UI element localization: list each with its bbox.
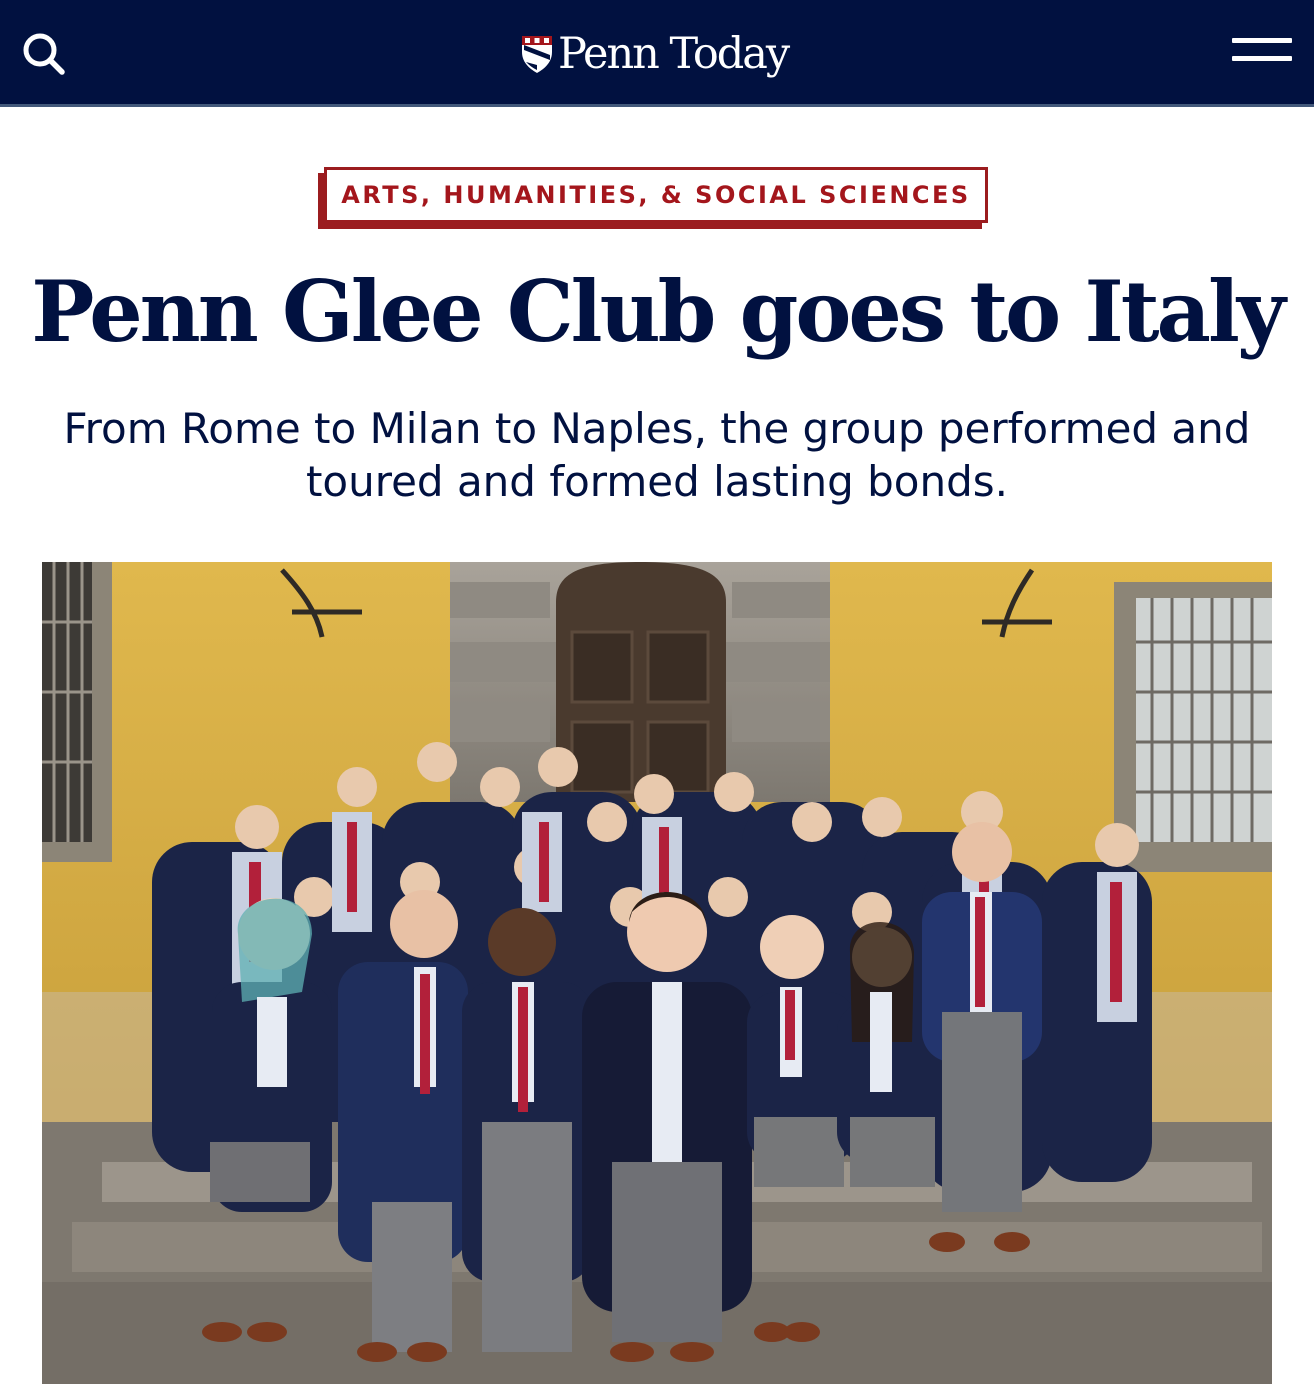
category-link[interactable]: ARTS, HUMANITIES, & SOCIAL SCIENCES bbox=[324, 167, 988, 223]
hamburger-menu-icon bbox=[1232, 38, 1292, 43]
article-subtitle: From Rome to Milan to Naples, the group performed and toured and formed lasting bonds. bbox=[63, 404, 1251, 506]
penn-shield-icon bbox=[520, 34, 554, 74]
hamburger-menu-icon-bar bbox=[1232, 56, 1292, 61]
menu-button[interactable] bbox=[1232, 38, 1292, 70]
group-photo-illustration bbox=[42, 562, 1272, 1384]
logo-text: Penn Today bbox=[558, 28, 789, 79]
article-title: Penn Glee Club goes to Italy bbox=[31, 262, 1283, 361]
site-header bbox=[0, 0, 1314, 107]
search-icon bbox=[20, 30, 68, 78]
header-divider bbox=[0, 104, 1314, 107]
site-logo[interactable] bbox=[520, 22, 788, 86]
search-button[interactable] bbox=[20, 30, 68, 78]
category-tag bbox=[318, 167, 990, 229]
hero-image bbox=[42, 562, 1272, 1384]
